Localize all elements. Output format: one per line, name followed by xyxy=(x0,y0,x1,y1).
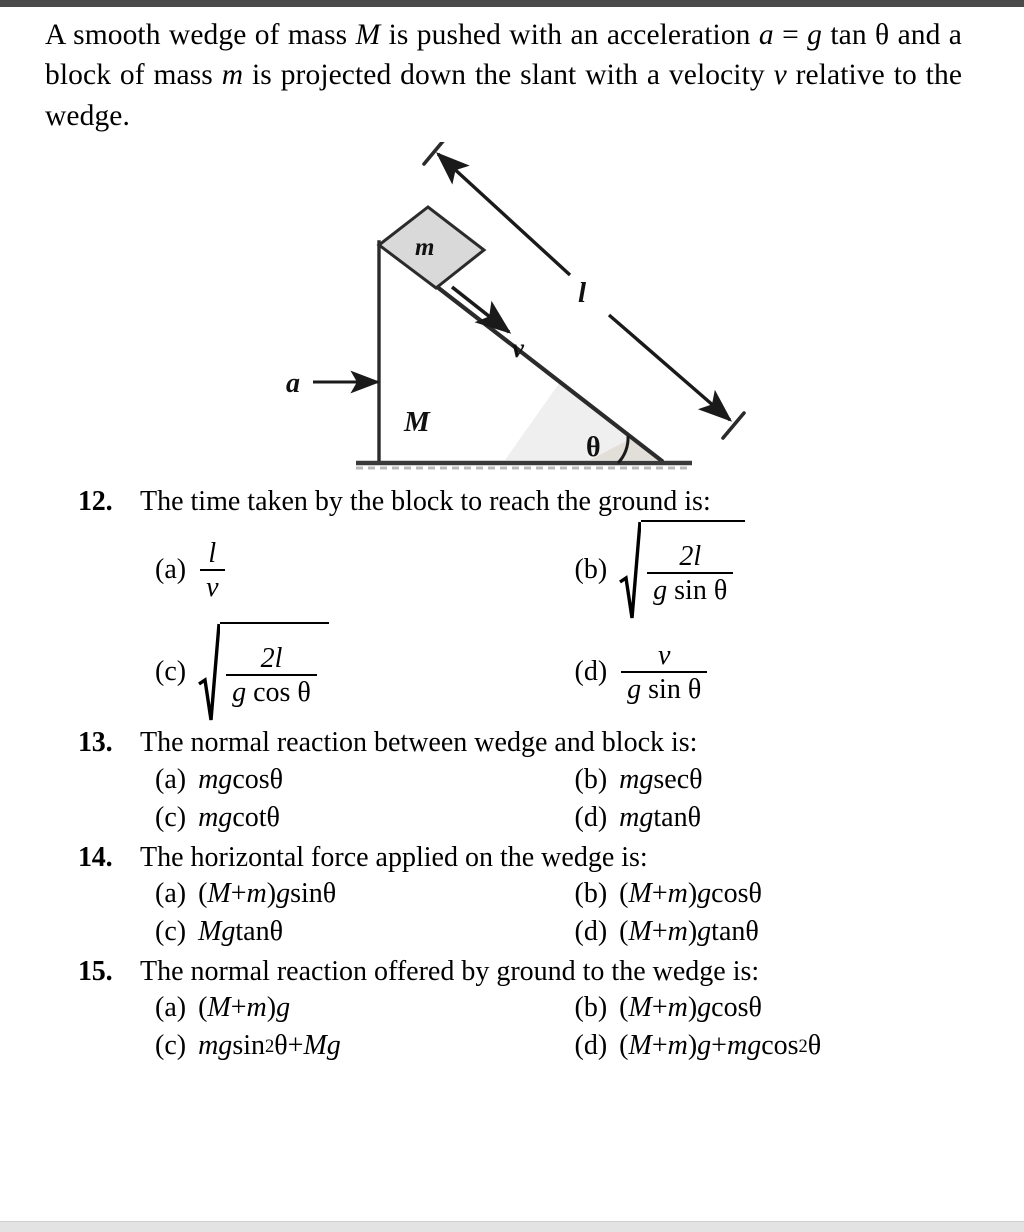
theta-symbol: θ xyxy=(269,763,284,795)
radical-sign-icon xyxy=(198,622,220,722)
den-g: g xyxy=(653,575,668,607)
question-15-line xyxy=(0,954,1024,989)
exponent: 2 xyxy=(798,1036,808,1057)
option-14-c[interactable] xyxy=(155,913,575,951)
option-12-a-value xyxy=(198,539,226,603)
option-12-c-label: (c) xyxy=(155,656,187,688)
block-m-label: m xyxy=(415,234,435,262)
option-12-c-value xyxy=(198,622,329,722)
tail-mass: mg xyxy=(726,1030,762,1062)
paren-close: ) xyxy=(266,877,277,909)
question-14 xyxy=(0,840,1024,952)
option-15-c-value xyxy=(198,1028,341,1064)
fraction-v-over-gsin xyxy=(621,641,707,705)
problem-stem xyxy=(0,7,1024,136)
mass-term: mg xyxy=(619,802,654,834)
paren-open: ( xyxy=(619,1030,629,1062)
mass-term: mg xyxy=(619,763,654,795)
option-14-d-label: (d) xyxy=(574,916,608,948)
option-15-a-label: (a) xyxy=(155,991,187,1023)
option-14-b-value xyxy=(619,876,762,912)
trig-fn: tan xyxy=(653,802,688,834)
plus-sign: + xyxy=(651,1030,668,1062)
angle-label: θ xyxy=(586,432,601,464)
fraction-l-over-v xyxy=(200,539,224,603)
theta-symbol: θ xyxy=(322,877,337,909)
option-12-d[interactable] xyxy=(575,621,995,723)
theta-symbol: θ xyxy=(748,991,762,1023)
stem-symbol-theta: θ xyxy=(875,19,890,51)
den-fn: cos xyxy=(246,677,298,709)
plus-sign: + xyxy=(287,1030,304,1062)
option-13-a-value xyxy=(198,762,283,798)
trig-fn: sec xyxy=(653,763,690,795)
stem-text-4: is projected down the slant with a velocity xyxy=(243,59,774,92)
mass-M: M xyxy=(628,877,652,909)
paren-open: ( xyxy=(619,991,629,1023)
question-15-text: The normal reaction offered by ground to the wedge is: xyxy=(140,955,760,987)
mass-term: mg xyxy=(198,763,233,795)
option-14-d-value xyxy=(619,914,759,950)
option-12-a-label: (a) xyxy=(155,554,187,586)
mass-M: M xyxy=(628,1030,652,1062)
length-label: l xyxy=(578,277,587,310)
option-12-d-label: (d) xyxy=(574,656,608,688)
paren-open: ( xyxy=(198,877,208,909)
fraction-numerator: v xyxy=(657,639,671,671)
question-14-line xyxy=(0,840,1024,875)
option-15-d-label: (d) xyxy=(574,1030,608,1062)
option-14-b-label: (b) xyxy=(574,877,608,909)
theta-symbol: θ xyxy=(274,1030,288,1062)
option-14-d[interactable] xyxy=(575,913,995,951)
option-15-b[interactable] xyxy=(575,989,995,1027)
stem-text-5: relative to the wedge. xyxy=(45,59,963,132)
option-14-c-label: (c) xyxy=(155,916,187,948)
stem-symbol-a: a xyxy=(758,19,774,51)
option-12-a[interactable] xyxy=(155,519,575,621)
fraction-numerator: 2l xyxy=(679,541,702,573)
question-12-text: The time taken by the block to reach the ground is: xyxy=(140,486,711,518)
trig-fn: tan xyxy=(711,916,746,948)
question-15 xyxy=(0,954,1024,1066)
paren-open: ( xyxy=(198,991,208,1023)
theta-symbol: θ xyxy=(748,877,762,909)
question-13-line xyxy=(0,725,1024,760)
option-14-b[interactable] xyxy=(575,875,995,913)
option-14-a-label: (a) xyxy=(155,877,187,909)
paren-close: ) xyxy=(687,916,698,948)
den-theta: θ xyxy=(713,575,728,607)
plus-sign: + xyxy=(651,991,668,1023)
theta-symbol: θ xyxy=(266,802,280,834)
fraction-denominator xyxy=(226,674,317,707)
fraction-numerator: 2l xyxy=(260,643,283,675)
den-theta: θ xyxy=(297,677,311,709)
paren-open: ( xyxy=(619,916,629,948)
option-14-c-value xyxy=(198,914,283,950)
gravity-term: g xyxy=(276,877,291,909)
question-14-text: The horizontal force applied on the wedge is: xyxy=(140,841,648,873)
theta-symbol: θ xyxy=(807,1030,822,1062)
wedge-mass-label: M xyxy=(404,406,430,439)
velocity-label: v xyxy=(512,333,524,364)
mass-term: Mg xyxy=(198,916,236,948)
square-root-expression xyxy=(619,520,745,620)
gravity-term: g xyxy=(697,916,712,948)
question-13-options xyxy=(0,761,1024,838)
trig-fn: cos xyxy=(711,877,749,909)
fraction-numerator: l xyxy=(208,537,217,569)
option-13-b[interactable] xyxy=(575,761,995,799)
option-14-a-value xyxy=(198,876,336,912)
fraction-denominator xyxy=(647,572,733,605)
gravity-term: g xyxy=(697,1030,712,1062)
stem-symbol-M: M xyxy=(355,19,381,51)
theta-symbol: θ xyxy=(687,802,702,834)
question-12-options xyxy=(0,519,1024,723)
plus-sign: + xyxy=(651,916,668,948)
paren-close: ) xyxy=(687,877,698,909)
den-g: g xyxy=(232,677,247,709)
theta-symbol: θ xyxy=(689,763,703,795)
mass-M: M xyxy=(207,877,231,909)
length-dim-tick-top xyxy=(424,142,444,164)
mass-m: m xyxy=(246,991,267,1023)
radicand xyxy=(641,520,745,620)
mass-M: M xyxy=(628,991,652,1023)
paren-close: ) xyxy=(687,991,698,1023)
stem-symbol-v: v xyxy=(773,59,787,92)
option-13-b-value xyxy=(619,762,702,798)
question-14-options xyxy=(0,875,1024,952)
trig-fn: sin xyxy=(232,1030,265,1062)
mass-m: m xyxy=(667,916,688,948)
option-12-b-value xyxy=(619,520,745,620)
mass-M: M xyxy=(628,916,652,948)
option-15-c-label: (c) xyxy=(155,1030,187,1062)
option-13-d-value xyxy=(619,800,701,836)
option-15-b-label: (b) xyxy=(574,991,608,1023)
stem-symbol-m: m xyxy=(221,59,244,92)
question-12 xyxy=(0,484,1024,723)
den-fn: sin xyxy=(667,575,714,607)
option-15-a-value xyxy=(198,990,290,1026)
paren-close: ) xyxy=(687,1030,698,1062)
trig-fn: tan xyxy=(235,916,270,948)
gravity-term: g xyxy=(276,991,291,1023)
option-13-a[interactable] xyxy=(155,761,575,799)
option-15-d[interactable] xyxy=(575,1027,995,1065)
fraction-denominator: v xyxy=(200,569,224,602)
gravity-term: g xyxy=(697,991,712,1023)
plus-sign: + xyxy=(651,877,668,909)
den-g: g xyxy=(627,673,642,705)
option-15-b-value xyxy=(619,990,762,1026)
question-12-number: 12. xyxy=(78,486,113,518)
plus-sign: + xyxy=(230,877,247,909)
option-14-a[interactable] xyxy=(155,875,575,913)
trig-fn: cot xyxy=(232,802,267,834)
question-15-options xyxy=(0,989,1024,1066)
question-12-line xyxy=(0,484,1024,519)
option-15-d-value xyxy=(619,1028,821,1064)
radical-sign-icon xyxy=(619,520,641,620)
mass-m: m xyxy=(246,877,267,909)
option-15-a[interactable] xyxy=(155,989,575,1027)
fraction-denominator xyxy=(621,671,707,704)
option-13-d[interactable] xyxy=(575,799,995,837)
fraction-2l-over-gsin xyxy=(647,542,733,606)
bottom-border-band xyxy=(0,1221,1024,1232)
plus-sign: + xyxy=(230,991,247,1023)
stem-text-2: is pushed with an acceleration xyxy=(380,19,759,51)
mass-m: m xyxy=(667,1030,688,1062)
option-13-c-value xyxy=(198,800,280,836)
option-13-b-label: (b) xyxy=(574,763,608,795)
tail-term: Mg xyxy=(303,1030,341,1062)
stem-tan: tan xyxy=(822,19,876,51)
question-13-number: 13. xyxy=(78,727,113,759)
acceleration-label: a xyxy=(286,368,300,400)
den-theta: θ xyxy=(687,673,702,705)
plus-sign-2: + xyxy=(711,1030,727,1062)
option-13-c-label: (c) xyxy=(155,802,187,834)
question-13 xyxy=(0,725,1024,837)
stem-text-3: and a block of mass xyxy=(45,19,963,92)
question-13-text: The normal reaction between wedge and block is: xyxy=(140,727,698,759)
mass-term: mg xyxy=(198,1030,233,1062)
trig-fn: cos xyxy=(711,991,749,1023)
mass-m: m xyxy=(667,991,688,1023)
question-15-number: 15. xyxy=(78,955,113,987)
mass-M: M xyxy=(207,991,231,1023)
option-12-b-label: (b) xyxy=(574,554,608,586)
stem-text-1: A smooth wedge of mass xyxy=(45,19,356,51)
paren-close: ) xyxy=(266,991,277,1023)
exponent: 2 xyxy=(265,1036,275,1057)
den-fn: sin xyxy=(641,673,688,705)
option-13-d-label: (d) xyxy=(574,802,608,834)
option-12-c[interactable] xyxy=(155,621,575,723)
trig-fn: cos xyxy=(232,763,270,795)
trig-fn: cos xyxy=(761,1030,799,1062)
option-15-c[interactable] xyxy=(155,1027,575,1065)
question-14-number: 14. xyxy=(78,841,113,873)
length-dim-lower-segment xyxy=(609,315,730,420)
page-content xyxy=(0,7,1024,1066)
top-border-band xyxy=(0,0,1024,7)
radicand xyxy=(220,622,329,722)
theta-symbol: θ xyxy=(745,916,759,948)
square-root-expression xyxy=(198,622,329,722)
option-13-c[interactable] xyxy=(155,799,575,837)
paren-open: ( xyxy=(619,877,629,909)
gravity-term: g xyxy=(697,877,712,909)
mass-m: m xyxy=(667,877,688,909)
mass-term: mg xyxy=(198,802,233,834)
fraction-2l-over-gcos xyxy=(226,644,317,708)
stem-symbol-g: g xyxy=(807,19,822,51)
stem-equals: = xyxy=(773,19,808,51)
theta-symbol: θ xyxy=(269,916,284,948)
option-13-a-label: (a) xyxy=(155,763,187,795)
wedge-diagram xyxy=(0,142,1024,482)
option-12-d-value xyxy=(619,641,709,705)
option-12-b[interactable] xyxy=(575,519,995,621)
trig-fn: sin xyxy=(290,877,323,909)
